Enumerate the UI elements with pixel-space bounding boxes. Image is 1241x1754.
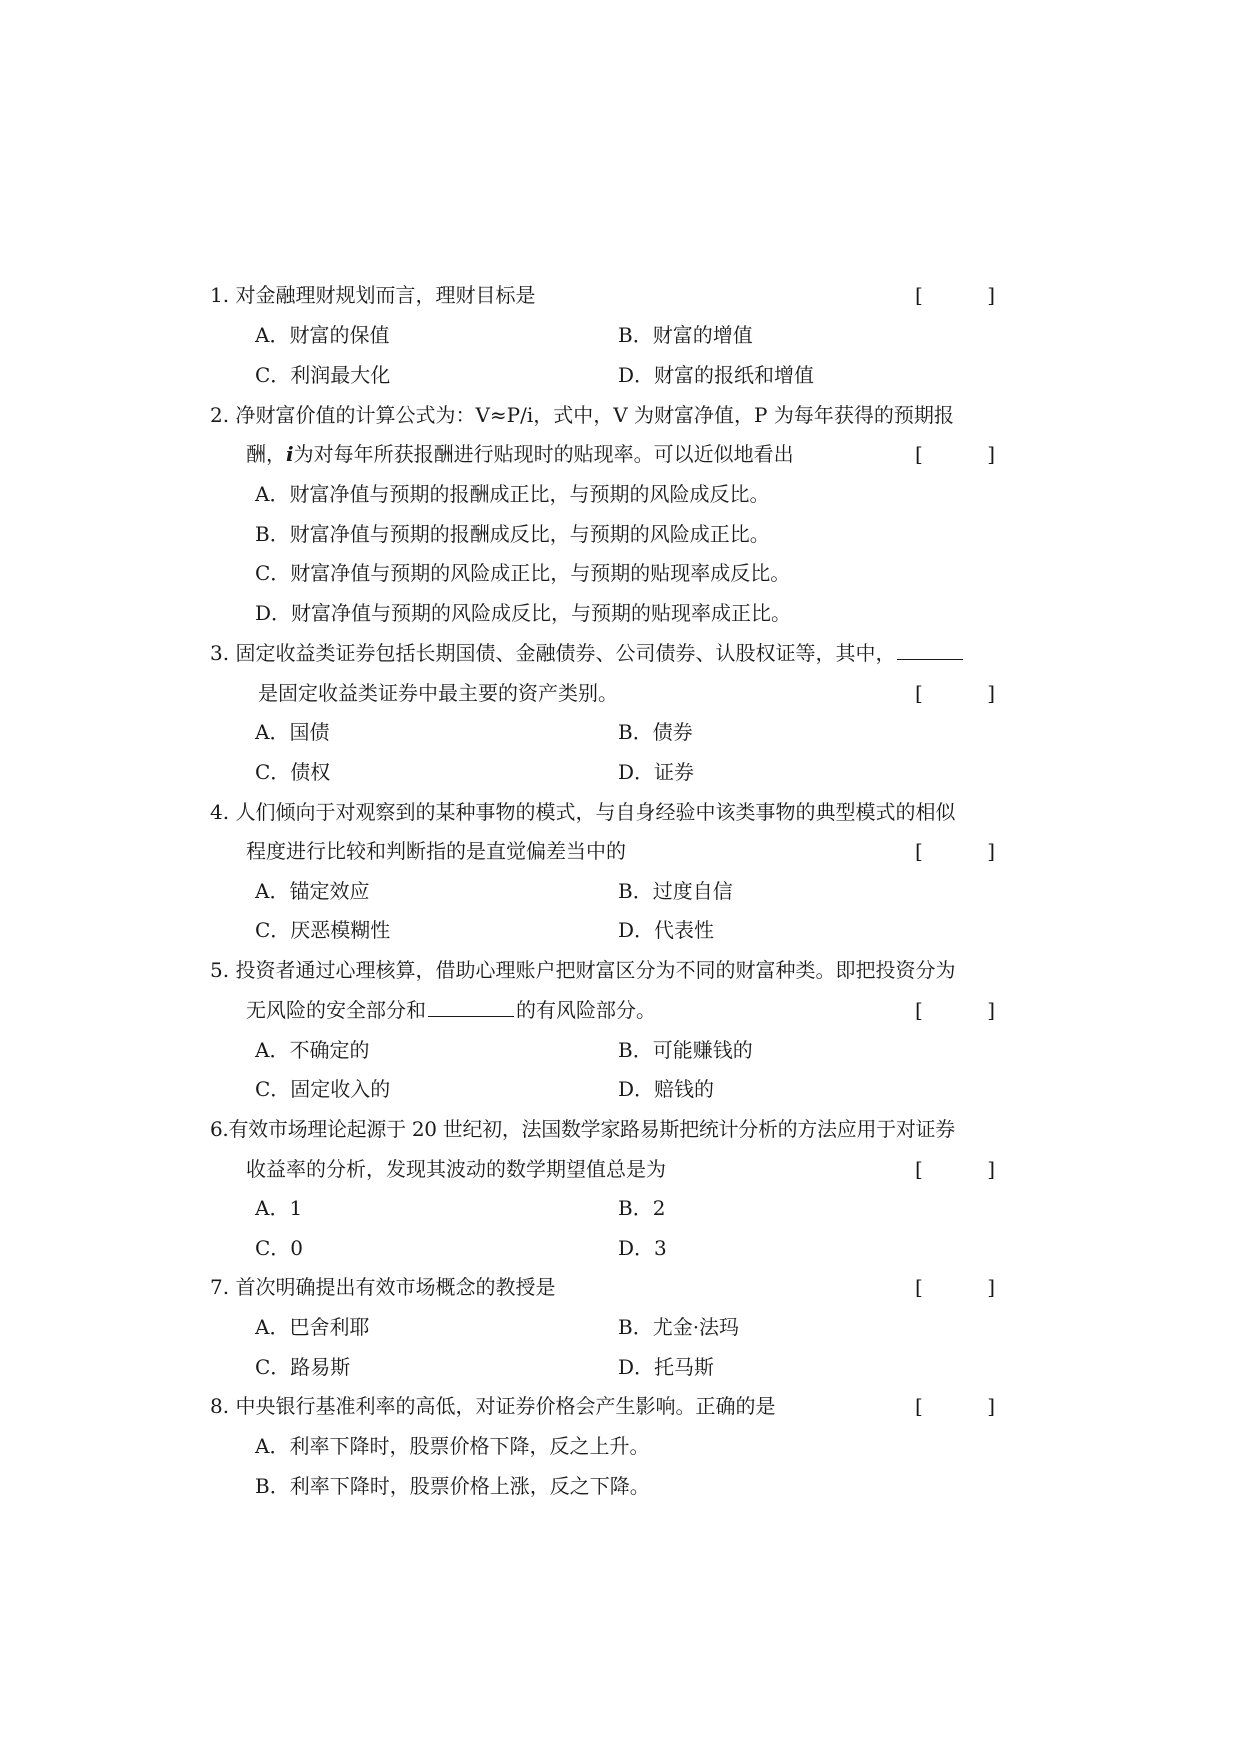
question-text: 中央银行基准利率的高低，对证券价格会产生影响。正确的是	[235, 1394, 776, 1418]
question-4-option-d: D．代表性	[618, 918, 715, 942]
bracket-close: ]	[987, 839, 995, 863]
fill-blank	[428, 990, 514, 1017]
answer-bracket-2	[915, 434, 995, 474]
question-3-option-b: B．债券	[618, 720, 693, 744]
bracket-open: [	[915, 283, 923, 307]
bracket-open: [	[915, 681, 923, 705]
question-7-option-b: B．尤金·法玛	[618, 1315, 740, 1339]
question-text: 无风险的安全部分和	[246, 998, 426, 1022]
bracket-open: [	[915, 1157, 923, 1181]
question-text: 投资者通过心理核算，借助心理账户把财富区分为不同的财富种类。即把投资分为	[235, 958, 956, 982]
question-2-option-b: B．财富净值与预期的报酬成反比，与预期的风险成正比。	[255, 522, 770, 546]
variable-i: i	[286, 442, 294, 466]
answer-bracket-5	[915, 990, 995, 1030]
question-3-option-d: D．证券	[618, 760, 695, 784]
question-5-option-b: B．可能赚钱的	[618, 1038, 753, 1062]
question-text: 净财富价值的计算公式为：V≈P/i，式中，V 为财富净值，P 为每年获得的预期报	[235, 403, 954, 427]
question-2-option-a: A．财富净值与预期的报酬成正比，与预期的风险成反比。	[255, 482, 770, 506]
bracket-open: [	[915, 442, 923, 466]
question-4-option-a: A．锚定效应	[255, 879, 370, 903]
question-4-stem-line2: 程度进行比较和判断指的是直觉偏差当中的	[246, 839, 626, 863]
question-number: 1.	[210, 283, 230, 307]
question-2-option-c: C．财富净值与预期的风险成正比，与预期的贴现率成反比。	[255, 561, 791, 585]
question-number: 6.	[210, 1117, 229, 1141]
question-7-option-c: C．路易斯	[255, 1355, 351, 1379]
question-7-option-a: A．巴舍利耶	[255, 1315, 370, 1339]
question-1-option-c: C．利润最大化	[255, 363, 391, 387]
question-6-option-c: C．0	[255, 1236, 304, 1260]
question-6-stem-line2: 收益率的分析，发现其波动的数学期望值总是为	[246, 1157, 666, 1181]
question-text: 对金融理财规划而言，理财目标是	[235, 283, 536, 307]
question-5-stem-line1	[210, 950, 1040, 990]
bracket-close: ]	[987, 1275, 995, 1299]
answer-bracket-6	[915, 1149, 995, 1189]
question-text: 的有风险部分。	[516, 998, 656, 1022]
question-number: 4.	[210, 800, 230, 824]
question-3-stem-line2: 是固定收益类证券中最主要的资产类别。	[258, 681, 618, 705]
question-3-stem-line1	[210, 633, 1040, 673]
question-4-stem-line1	[210, 792, 1040, 832]
question-6-option-a: A．1	[255, 1196, 303, 1220]
question-text: 有效市场理论起源于 20 世纪初，法国数学家路易斯把统计分析的方法应用于对证券	[228, 1117, 955, 1141]
bracket-close: ]	[987, 681, 995, 705]
question-8-option-a: A．利率下降时，股票价格下降，反之上升。	[255, 1434, 650, 1458]
bracket-close: ]	[987, 283, 995, 307]
answer-bracket-8	[915, 1386, 995, 1426]
answer-bracket-3	[915, 673, 995, 713]
bracket-close: ]	[987, 998, 995, 1022]
bracket-open: [	[915, 1275, 923, 1299]
bracket-open: [	[915, 998, 923, 1022]
question-7-option-d: D．托马斯	[618, 1355, 715, 1379]
question-number: 7.	[210, 1275, 230, 1299]
bracket-open: [	[915, 839, 923, 863]
question-6-stem-line1	[210, 1109, 1050, 1149]
question-1-option-b: B．财富的增值	[618, 323, 753, 347]
bracket-open: [	[915, 1394, 923, 1418]
answer-bracket-4	[915, 831, 995, 871]
question-8-option-b: B．利率下降时，股票价格上涨，反之下降。	[255, 1474, 650, 1498]
question-5-option-a: A．不确定的	[255, 1038, 370, 1062]
question-text: 人们倾向于对观察到的某种事物的模式，与自身经验中该类事物的典型模式的相似	[235, 800, 956, 824]
answer-bracket-1	[915, 275, 995, 315]
fill-blank	[897, 633, 963, 660]
question-text: 固定收益类证券包括长期国债、金融债券、公司债券、认股权证等，其中，	[235, 641, 896, 665]
question-text: 酬，	[246, 442, 286, 466]
question-number: 5.	[210, 958, 230, 982]
bracket-close: ]	[987, 1394, 995, 1418]
question-text: 为对每年所获报酬进行贴现时的贴现率。可以近似地看出	[293, 442, 794, 466]
question-2-option-d: D．财富净值与预期的风险成反比，与预期的贴现率成正比。	[255, 601, 792, 625]
question-1-option-a: A．财富的保值	[255, 323, 390, 347]
question-4-option-b: B．过度自信	[618, 879, 733, 903]
question-number: 8.	[210, 1394, 230, 1418]
question-number: 3.	[210, 641, 230, 665]
bracket-close: ]	[987, 1157, 995, 1181]
question-3-option-a: A．国债	[255, 720, 330, 744]
question-5-option-c: C．固定收入的	[255, 1077, 391, 1101]
question-text: 首次明确提出有效市场概念的教授是	[235, 1275, 556, 1299]
question-2-stem-line1	[210, 395, 1040, 435]
bracket-close: ]	[987, 442, 995, 466]
question-3-option-c: C．债权	[255, 760, 331, 784]
question-number: 2.	[210, 403, 230, 427]
question-6-option-b: B．2	[618, 1196, 666, 1220]
answer-bracket-7	[915, 1267, 995, 1307]
question-6-option-d: D．3	[618, 1236, 667, 1260]
question-4-option-c: C．厌恶模糊性	[255, 918, 391, 942]
question-5-option-d: D．赔钱的	[618, 1077, 715, 1101]
question-1-option-d: D．财富的报纸和增值	[618, 363, 815, 387]
